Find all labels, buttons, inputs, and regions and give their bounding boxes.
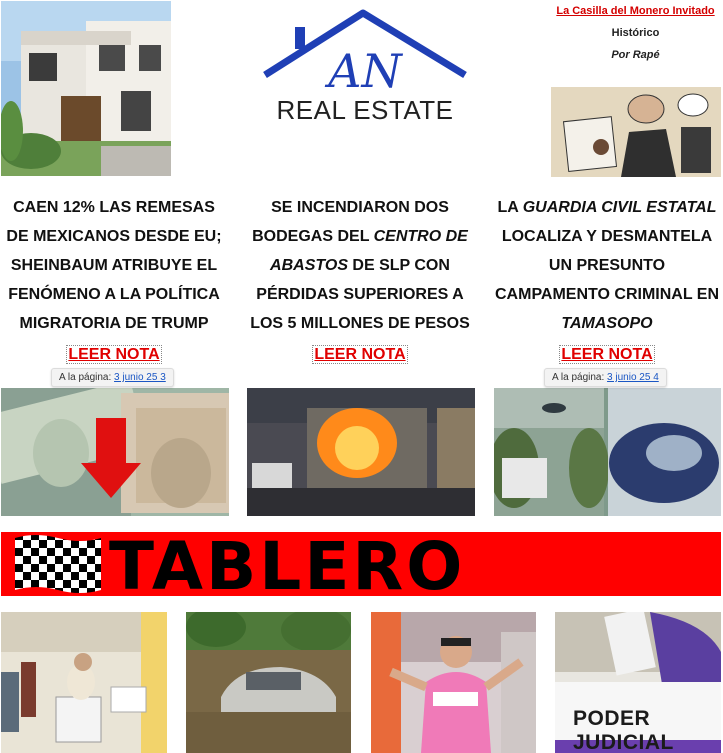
poder-judicial-label: PODER JUDICIAL — [573, 707, 674, 753]
headline-text: DE SLP CON PÉRDIDAS SUPERIORES A LOS 5 MILLONES DE PESOS — [250, 257, 470, 332]
headline-text: LOCALIZA Y DESMANTELA UN PRESUNTO CAMPAMENTO CRIMINAL EN — [495, 228, 719, 303]
headline-text: CAEN 12% LAS REMESAS DE MEXICANOS DESDE EU; SHEINBAUM ATRIBUYE EL FENÓMENO A LA POLÍTICA MIGRATORIA DE TRUMP — [6, 199, 222, 332]
leer-nota-link-2[interactable]: LEER NOTA — [314, 346, 406, 363]
tablero-title: TABLERO — [109, 532, 466, 596]
headline-incendio[interactable] — [246, 193, 474, 338]
headline-guardia-civil[interactable] — [493, 193, 721, 338]
house-photo[interactable] — [1, 1, 171, 176]
historico-link[interactable]: Histórico — [611, 27, 660, 39]
leer-nota-1-wrap — [0, 346, 228, 364]
headline-remesas[interactable] — [0, 193, 228, 338]
logo-text: REAL ESTATE — [276, 95, 454, 125]
leer-nota-link-1[interactable]: LEER NOTA — [68, 346, 160, 363]
remesas-photo[interactable] — [1, 388, 229, 516]
tooltip-page-link[interactable]: 3 junio 25 3 — [114, 372, 166, 383]
headline-text: LA — [497, 199, 523, 216]
monero-invitado-link[interactable]: La Casilla del Monero Invitado — [556, 5, 715, 17]
author-label: Por Rapé — [611, 49, 660, 61]
leer-nota-3-wrap — [493, 346, 721, 364]
leer-nota-link-3[interactable]: LEER NOTA — [561, 346, 653, 363]
headline-emphasis: CENTRO DE ABASTOS — [270, 228, 468, 274]
logo-initials: AN — [328, 44, 402, 98]
right-links — [548, 0, 723, 61]
page-tooltip-1 — [51, 368, 174, 387]
tablero-banner[interactable] — [1, 532, 721, 596]
tooltip-prefix: A la página: — [552, 372, 605, 383]
real-estate-logo[interactable] — [255, 5, 475, 130]
poder-judicial-photo[interactable] — [555, 612, 721, 753]
incendio-photo[interactable] — [247, 388, 475, 516]
leer-nota-2-wrap — [246, 346, 474, 364]
guardia-civil-photo[interactable] — [494, 388, 721, 516]
cyclist-photo[interactable] — [371, 612, 536, 753]
checkered-flag-icon — [15, 532, 101, 596]
headline-emphasis: TAMASOPO — [561, 315, 653, 332]
cartoon-image[interactable] — [551, 87, 721, 177]
flood-photo[interactable] — [186, 612, 351, 753]
voting-photo[interactable] — [1, 612, 167, 753]
tooltip-prefix: A la página: — [59, 372, 112, 383]
headline-text: SE INCENDIARON DOS BODEGAS DEL — [252, 199, 449, 245]
tooltip-page-link[interactable]: 3 junio 25 4 — [607, 372, 659, 383]
page-tooltip-2 — [544, 368, 667, 387]
headline-emphasis: GUARDIA CIVIL ESTATAL — [522, 199, 717, 216]
